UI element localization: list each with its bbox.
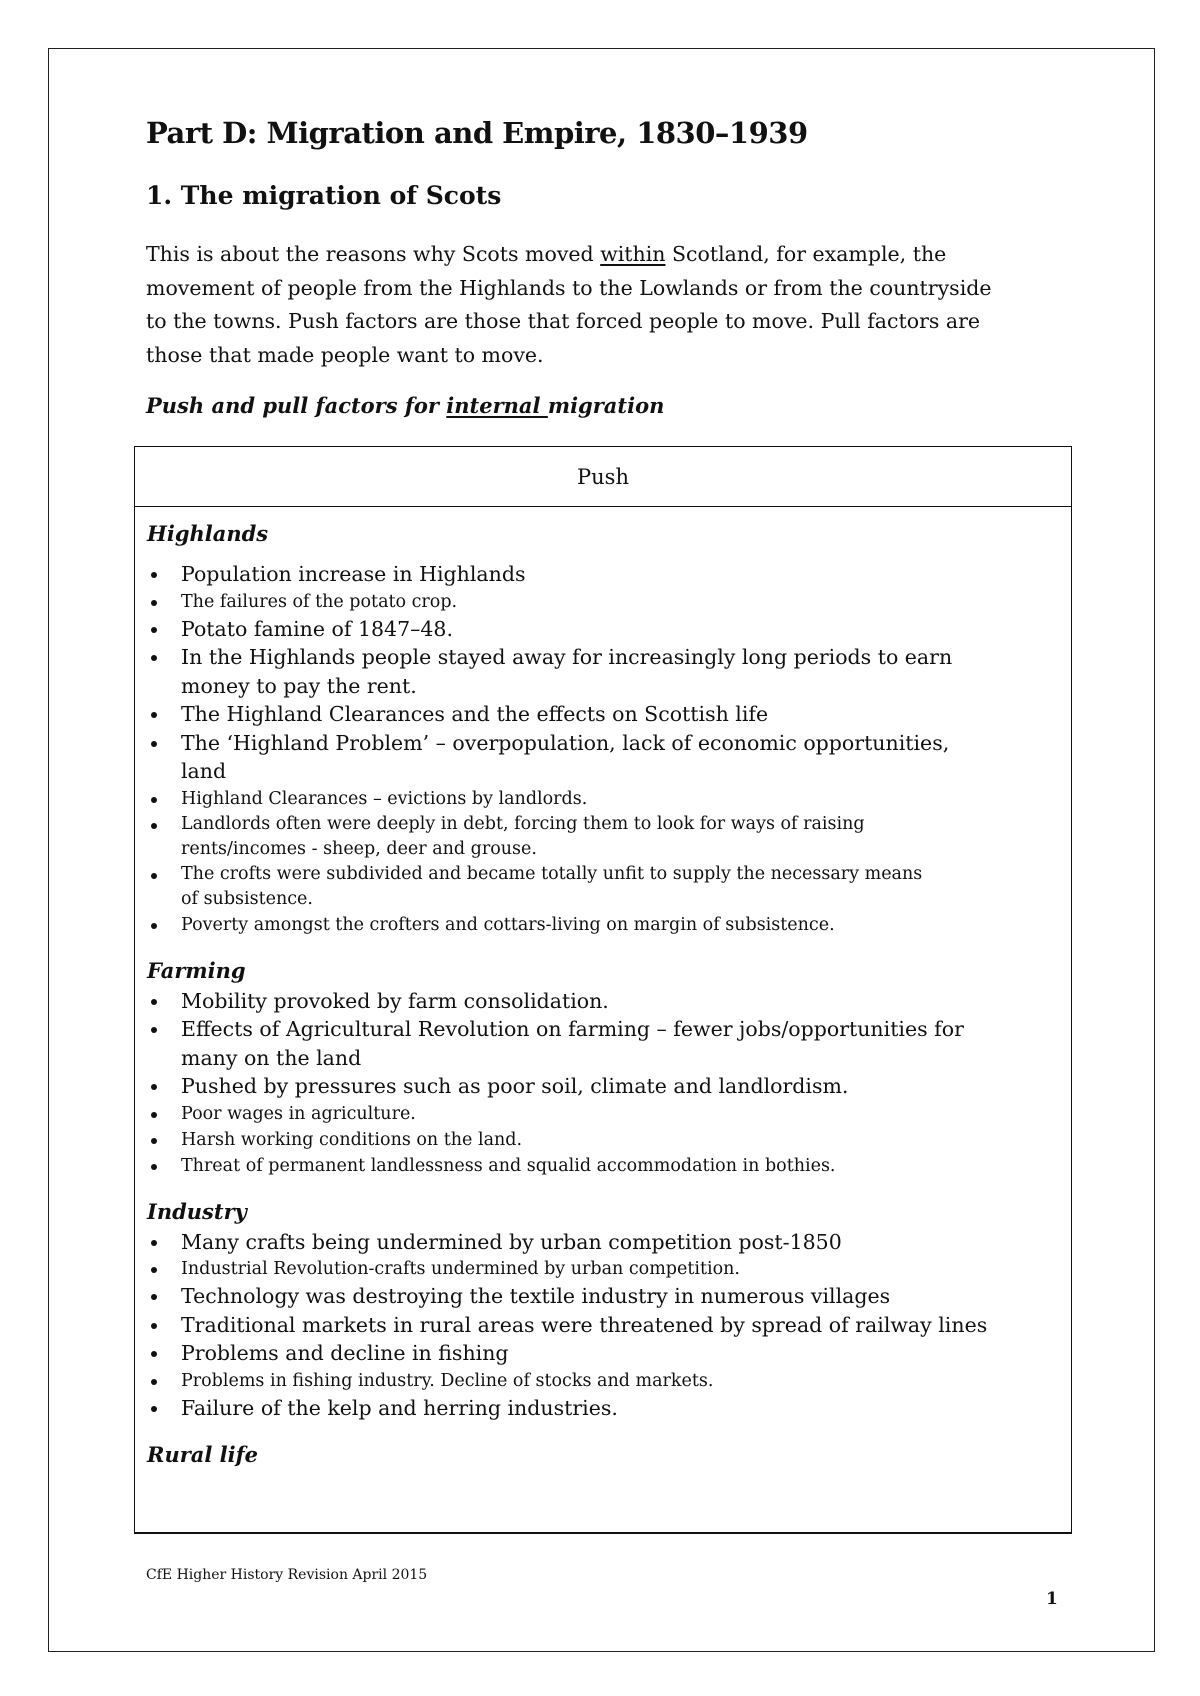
- list-item: Threat of permanent landlessness and squalid accommodation in bothies.: [147, 1153, 1071, 1179]
- section-heading: 1. The migration of Scots: [146, 181, 502, 210]
- section-farming-heading: Farming: [147, 957, 246, 983]
- list-item: [147, 1015, 1071, 1072]
- list-item-line: rents/incomes - sheep, deer and grouse.: [181, 838, 537, 859]
- highlands-list: [147, 560, 1071, 938]
- section-highlands-heading: Highlands: [147, 521, 269, 546]
- list-item-line: land: [181, 759, 227, 783]
- list-item-line: The ‘Highland Problem’ – overpopulation, lack of economic opportunities,: [181, 730, 950, 755]
- industry-list: [147, 1228, 1071, 1423]
- list-item: [147, 812, 1071, 862]
- section-rural-life-heading: Rural life: [147, 1442, 259, 1467]
- push-cell: [135, 521, 1071, 1467]
- internal-emphasis: internal: [446, 393, 548, 418]
- section-industry-heading: Industry: [147, 1198, 247, 1224]
- list-item: Failure of the kelp and herring industries.: [147, 1394, 1071, 1423]
- list-item-line: The crofts were subdivided and became totally unfit to supply the necessary means: [181, 863, 923, 884]
- farming-list: [147, 987, 1071, 1179]
- list-item: Traditional markets in rural areas were threatened by spread of railway lines: [147, 1311, 1071, 1340]
- list-item: Problems in fishing industry. Decline of stocks and markets.: [147, 1368, 1071, 1394]
- list-item: Many crafts being undermined by urban competition post-1850: [147, 1228, 1071, 1257]
- intro-text: Scotland, for example, the: [665, 242, 947, 266]
- list-item: Problems and decline in fishing: [147, 1339, 1071, 1368]
- list-item-line: In the Highlands people stayed away for increasingly long periods to earn: [181, 645, 953, 669]
- list-item: Industrial Revolution-crafts undermined by urban competition.: [147, 1256, 1071, 1282]
- list-item: Poor wages in agriculture.: [147, 1101, 1071, 1127]
- list-item-line: of subsistence.: [181, 888, 313, 909]
- intro-paragraph: [146, 238, 1086, 372]
- table-title-text: Push and pull factors for: [146, 393, 447, 418]
- document-title: Part D: Migration and Empire, 1830–1939: [146, 116, 808, 150]
- intro-text: This is about the reasons why Scots moved: [146, 242, 601, 266]
- list-item: The Highland Clearances and the effects on Scottish life: [147, 700, 1071, 729]
- list-item: Potato famine of 1847–48.: [147, 615, 1071, 644]
- table-header-push: Push: [135, 447, 1071, 507]
- list-item: Highland Clearances – evictions by landlords.: [147, 786, 1071, 812]
- list-item-line: Effects of Agricultural Revolution on farming – fewer jobs/opportunities for: [181, 1017, 964, 1041]
- list-item: Mobility provoked by farm consolidation.: [147, 987, 1071, 1016]
- within-emphasis: within: [600, 242, 666, 266]
- table-title-text: migration: [547, 393, 665, 418]
- list-item: Technology was destroying the textile industry in numerous villages: [147, 1282, 1071, 1311]
- push-factors-table: [134, 446, 1072, 1534]
- list-item: [147, 862, 1071, 912]
- intro-line-2: movement of people from the Highlands to the Lowlands or from the countryside: [146, 275, 992, 300]
- list-item: Pushed by pressures such as poor soil, climate and landlordism.: [147, 1072, 1071, 1101]
- list-item: [147, 729, 1071, 786]
- list-item: Harsh working conditions on the land.: [147, 1127, 1071, 1153]
- intro-line-4: those that made people want to move.: [146, 342, 544, 367]
- table-title: [146, 393, 664, 418]
- list-item: [147, 643, 1071, 700]
- intro-line-1: [146, 238, 1086, 272]
- list-item-line: money to pay the rent.: [181, 673, 417, 698]
- intro-line-3: to the towns. Push factors are those that forced people to move. Pull factors are: [146, 309, 981, 333]
- list-item: The failures of the potato crop.: [147, 589, 1071, 615]
- list-item-line: Landlords often were deeply in debt, forcing them to look for ways of raising: [181, 813, 865, 834]
- list-item: Population increase in Highlands: [147, 560, 1071, 589]
- page-number: 1: [1046, 1589, 1058, 1609]
- list-item-line: many on the land: [181, 1045, 362, 1070]
- footer-text: CfE Higher History Revision April 2015: [146, 1567, 428, 1583]
- list-item: Poverty amongst the crofters and cottars-living on margin of subsistence.: [147, 912, 1071, 938]
